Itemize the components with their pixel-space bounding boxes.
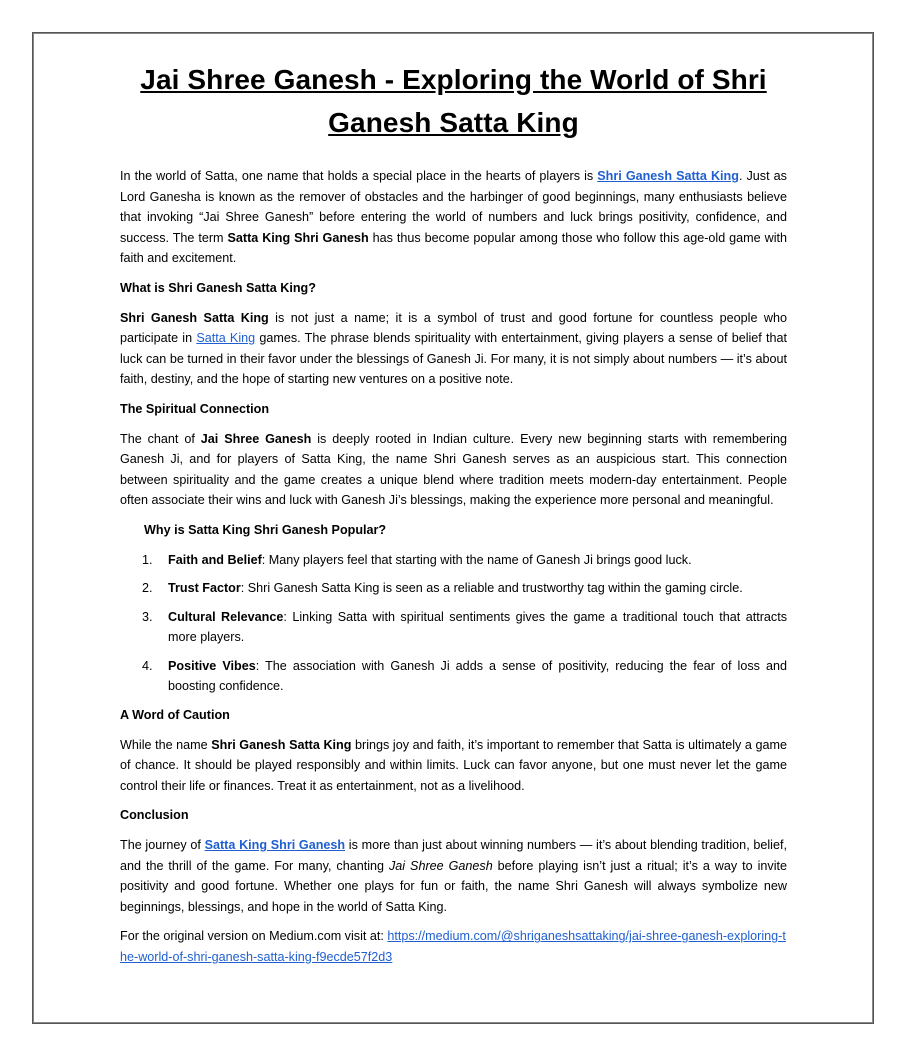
- intro-paragraph: In the world of Satta, one name that holds a special place in the hearts of players is Shri Ganesh Satta King. Just as Lord Ganesha is known as the remover of obstacles and the harbinger of good beginnings, many enthusiasts believe that invoking “Jai Shree Ganesh” before entering the world of numbers and luck brings positivity, confidence, and success. The term Satta King Shri Ganesh has thus become popular among those who follow this age-old game with faith and excitement.: [120, 169, 787, 266]
- document-body: [120, 58, 787, 977]
- medium-source-link[interactable]: https://medium.com/@shriganeshsattaking/jai-shree-ganesh-exploring-the-world-of-shri-ganesh-satta-king-f9ecde57f2d3: [120, 929, 786, 964]
- caution-paragraph: While the name Shri Ganesh Satta King brings joy and faith, it’s important to remember that Satta is ultimately a game of chance. It should be played responsibly and within limits. Luck can favor anyone, but one must never let the game control their life or finances. Treat it as entertainment, not as a livelihood.: [120, 737, 787, 793]
- source-paragraph: For the original version on Medium.com visit at: https://medium.com/@shriganeshsattaking/jai-shree-ganesh-exploring-the-world-of-shri-ganesh-satta-king-f9ecde57f2d3: [120, 929, 786, 964]
- spiritual-paragraph: The chant of Jai Shree Ganesh is deeply rooted in Indian culture. Every new beginning starts with remembering Ganesh Ji, and for players of Satta King, the name Shri Ganesh serves as an auspicious start. This connection between spirituality and the game creates a unique blend where tradition meets modern-day entertainment. People often associate their wins and luck with Ganesh Ji’s blessings, making the experience more personal and meaningful.: [120, 431, 787, 508]
- conclusion-paragraph: The journey of Satta King Shri Ganesh is more than just about winning numbers — it’s about blending tradition, belief, and the thrill of the game. For many, chanting Jai Shree Ganesh before playing isn’t just a ritual; it’s a way to invite positivity and good fortune. Whether one plays for fun or faith, the name Shri Ganesh will always symbolize new beginnings, blessings, and hope in the world of Satta King.: [120, 838, 787, 914]
- list-item: 1. Faith and Belief: Many players feel that starting with the name of Ganesh Ji brings good luck.: [142, 552, 692, 567]
- popular-list: [120, 550, 787, 698]
- what-heading: What is Shri Ganesh Satta King?: [120, 280, 316, 295]
- list-item: 2. Trust Factor: Shri Ganesh Satta King is seen as a reliable and trustworthy tag within the gaming circle.: [142, 581, 743, 596]
- conclusion-heading: Conclusion: [120, 808, 189, 823]
- spiritual-heading: The Spiritual Connection: [120, 401, 270, 416]
- satta-king-shri-ganesh-link[interactable]: Satta King Shri Ganesh: [204, 838, 346, 853]
- page-title: Jai Shree Ganesh - Exploring the World of Shri Ganesh Satta King: [140, 64, 767, 138]
- what-paragraph: Shri Ganesh Satta King is not just a name; it is a symbol of trust and good fortune for countless people who participate in Satta King games. The phrase blends spirituality with entertainment, giving players a sense of belief that luck can be turned in their favor under the blessings of Ganesh Ji. For many, it is not simply about numbers — it’s about faith, destiny, and the hope of starting new ventures on a positive note.: [120, 310, 788, 387]
- satta-king-link[interactable]: Satta King: [196, 331, 256, 346]
- shri-ganesh-satta-king-link[interactable]: Shri Ganesh Satta King: [597, 169, 739, 183]
- caution-heading: A Word of Caution: [120, 708, 230, 723]
- popular-heading: Why is Satta King Shri Ganesh Popular?: [144, 522, 387, 537]
- list-item: 3. Cultural Relevance: Linking Satta with spiritual sentiments gives the game a traditional touch that attracts more players.: [142, 609, 787, 645]
- list-item: 4. Positive Vibes: The association with Ganesh Ji adds a sense of positivity, reducing the fear of loss and boosting confidence.: [142, 658, 787, 694]
